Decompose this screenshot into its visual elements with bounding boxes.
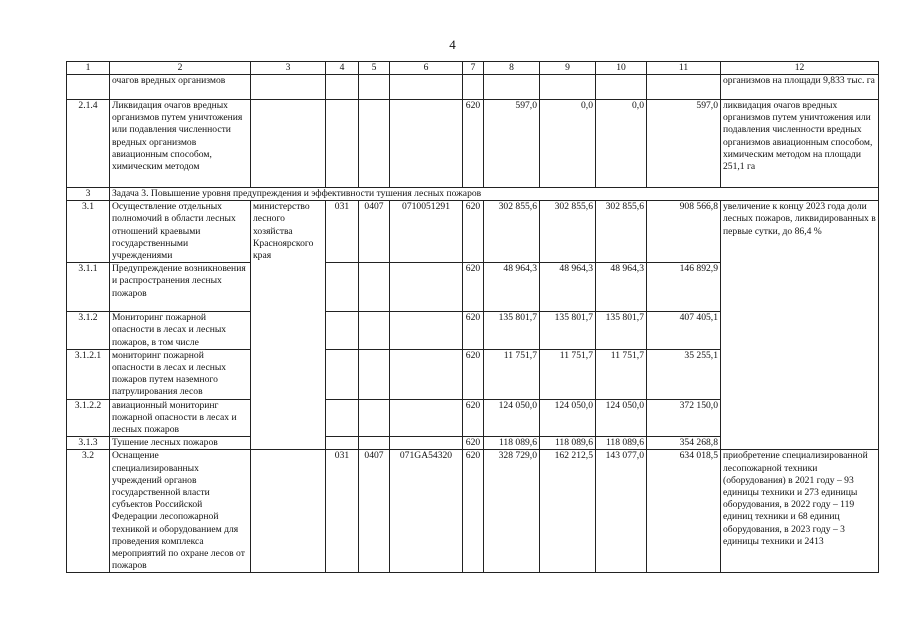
row-number: 3.1.1 <box>67 263 110 312</box>
amount-2023: 48 964,3 <box>596 263 647 312</box>
expense-code: 620 <box>463 437 484 450</box>
column-header: 6 <box>390 62 463 75</box>
grbs-code: 031 <box>326 450 359 573</box>
amount-2023: 124 050,0 <box>596 399 647 437</box>
executor: министерство лесного хозяйства Красноярского края <box>251 201 326 450</box>
row-number: 3.1.3 <box>67 437 110 450</box>
expected-result: увеличение к концу 2023 года доли лесных пожаров, ликвидированных в первые сутки, до 86,4 % <box>721 201 879 450</box>
amount-2023: 135 801,7 <box>596 312 647 350</box>
expected-result: ликвидация очагов вредных организмов путем уничтожения или подавления численности вредных организмов авиационным способом, химическим методом на площади 251,1 га <box>721 100 879 188</box>
amount-2023: 118 089,6 <box>596 437 647 450</box>
section-code: 0407 <box>359 450 390 573</box>
column-header: 11 <box>647 62 721 75</box>
amount-2021: 328 729,0 <box>484 450 540 573</box>
expense-code: 620 <box>463 399 484 437</box>
amount-total: 35 255,1 <box>647 349 721 399</box>
row-number: 2.1.4 <box>67 100 110 188</box>
column-header: 8 <box>484 62 540 75</box>
executor <box>251 75 326 100</box>
table-row <box>67 75 879 100</box>
amount-2022: 48 964,3 <box>540 263 596 312</box>
amount-2022: 124 050,0 <box>540 399 596 437</box>
program-activities-table <box>66 61 879 573</box>
expense-code: 620 <box>463 349 484 399</box>
activity-name: мониторинг пожарной опасности в лесах и лесных пожаров путем наземного патрулирования лесов <box>110 349 251 399</box>
target-code: 071GA54320 <box>390 450 463 573</box>
expected-result: приобретение специализированной лесопожарной техники (оборудования) в 2021 году – 93 единицы техники и 273 единицы оборудования, в 2022 году – 119 единиц техники и 68 единиц оборудования, в 2023 году – 3 единицы техники и 2413 <box>721 450 879 573</box>
column-header: 1 <box>67 62 110 75</box>
column-header: 4 <box>326 62 359 75</box>
amount-2022: 0,0 <box>540 100 596 188</box>
page-number: 4 <box>449 37 456 52</box>
column-number-row <box>67 62 879 75</box>
row-number: 3.1.2.2 <box>67 399 110 437</box>
column-header: 7 <box>463 62 484 75</box>
executor <box>251 450 326 573</box>
amount-2021: 11 751,7 <box>484 349 540 399</box>
row-number: 3 <box>67 188 110 201</box>
expense-code: 620 <box>463 450 484 573</box>
column-header: 2 <box>110 62 251 75</box>
amount-2021: 124 050,0 <box>484 399 540 437</box>
grbs-code: 620 <box>463 100 484 188</box>
grbs-code: 031 <box>326 201 359 263</box>
task-title: Задача 3. Повышение уровня предупреждения и эффективности тушения лесных пожаров <box>110 188 879 201</box>
row-number: 3.1.2 <box>67 312 110 350</box>
task-row <box>67 188 879 201</box>
table-row <box>67 450 879 573</box>
expected-result: организмов на площади 9,833 тыс. га <box>721 75 879 100</box>
amount-2021: 302 855,6 <box>484 201 540 263</box>
expense-code: 620 <box>463 263 484 312</box>
amount-total: 372 150,0 <box>647 399 721 437</box>
column-header: 12 <box>721 62 879 75</box>
activity-name: очагов вредных организмов <box>110 75 251 100</box>
amount-2022: 302 855,6 <box>540 201 596 263</box>
amount-2021: 48 964,3 <box>484 263 540 312</box>
amount-2022: 162 212,5 <box>540 450 596 573</box>
activity-name: Оснащение специализированных учреждений органов государственной власти субъектов Российской Федерации лесопожарной техникой и оборудованием для проведения комплекса мероприятий по охране лесов от пожаров <box>110 450 251 573</box>
activity-name: авиационный мониторинг пожарной опасности в лесах и лесных пожаров <box>110 399 251 437</box>
amount-2021: 597,0 <box>484 100 540 188</box>
amount-total: 354 268,8 <box>647 437 721 450</box>
amount-2023: 0,0 <box>596 100 647 188</box>
amount-total: 146 892,9 <box>647 263 721 312</box>
target-code: 0710051291 <box>390 201 463 263</box>
table-row <box>67 100 879 188</box>
row-number: 3.1 <box>67 201 110 263</box>
column-header: 10 <box>596 62 647 75</box>
activity-name: Мониторинг пожарной опасности в лесах и лесных пожаров, в том числе <box>110 312 251 350</box>
row-number: 3.2 <box>67 450 110 573</box>
expense-code: 620 <box>463 312 484 350</box>
amount-total: 597,0 <box>647 100 721 188</box>
amount-2023: 302 855,6 <box>596 201 647 263</box>
amount-total: 407 405,1 <box>647 312 721 350</box>
row-number <box>67 75 110 100</box>
expense-code: 620 <box>463 201 484 263</box>
table-row <box>67 201 879 263</box>
amount-2021: 135 801,7 <box>484 312 540 350</box>
column-header: 9 <box>540 62 596 75</box>
column-header: 3 <box>251 62 326 75</box>
amount-2022: 11 751,7 <box>540 349 596 399</box>
amount-2023: 11 751,7 <box>596 349 647 399</box>
amount-2022: 118 089,6 <box>540 437 596 450</box>
activity-name: Ликвидация очагов вредных организмов путем уничтожения или подавления численности вредных организмов авиационным способом, химическим методом <box>110 100 251 188</box>
amount-total: 634 018,5 <box>647 450 721 573</box>
section-code: 0407 <box>359 201 390 263</box>
amount-2022: 135 801,7 <box>540 312 596 350</box>
amount-2023: 143 077,0 <box>596 450 647 573</box>
amount-total: 908 566,8 <box>647 201 721 263</box>
activity-name: Осуществление отдельных полномочий в области лесных отношений краевыми государственными учреждениями <box>110 201 251 263</box>
column-header: 5 <box>359 62 390 75</box>
row-number: 3.1.2.1 <box>67 349 110 399</box>
activity-name: Предупреждение возникновения и распространения лесных пожаров <box>110 263 251 312</box>
activity-name: Тушение лесных пожаров <box>110 437 251 450</box>
amount-2021: 118 089,6 <box>484 437 540 450</box>
